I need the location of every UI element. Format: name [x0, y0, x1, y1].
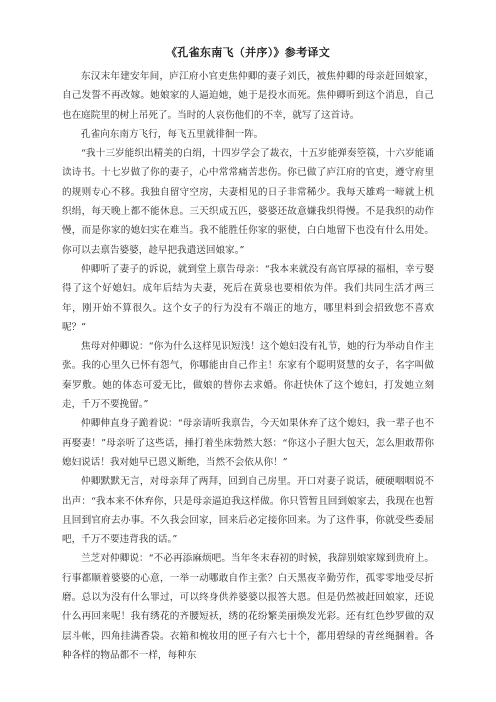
paragraph-zhongqing-to-mother: 仲卿听了妻子的诉说，就到堂上禀告母亲：“我本来就没有高官厚禄的福相，幸亏娶得了这个好媳妇。成年后结为夫妻，死后在黄泉也要相依为伴。我们共同生活才两三年，刚开始不算很久。这个女子的行为没有不端正的地方，哪里料到会招致您不喜欢呢？”: [62, 263, 434, 333]
paragraph-mother-reply: 焦母对仲卿说：“你为什么这样见识短浅！这个媳妇没有礼节，她的行为举动自作主张。我的心里久已怀有怨气，你哪能由自己作主！东家有个聪明贤慧的女子，名字叫做秦罗敷。她的体态可爱无比，做娘的替你去求婚。你赶快休了这个媳妇，打发她立刻走，千万不要挽留。”: [62, 341, 434, 411]
document-title: 《孔雀东南飞（并序）》参考译文: [166, 46, 330, 59]
paragraph-zhongqing-to-wife: 仲卿默默无言，对母亲拜了两拜，回到自己房里。开口对妻子说话，硬硬咽咽说不出声：“我本来不休弃你，只是母亲逼迫我这样做。你只管暂且回到娘家去，我现在也暂且回到官府去办事。不久我会回家，回来后必定接你回来。为了这件事，你就受些委屈吧，千万不要违背我的话。”: [62, 476, 434, 546]
paragraph-lanzhi-reply: 兰芝对仲卿说：“不必再添麻烦吧。当年冬末春初的时候，我辞别娘家嫁到贵府上。行事都顺着婆婆的心意，一举一动哪敢自作主张？白天黑夜辛勤劳作，孤零零地受尽折磨。总以为没有什么罪过，可以终身供养婆婆以报答大恩。但是仍然被赶回娘家，还说什么再回来呢！我有绣花的齐腰短袄，绣的花纷繁美丽焕发光彩。还有红色纱罗做的双层斗帐，四角挂满香袋。衣箱和梳妆用的匣子有六七十个，都用碧绿的青丝绳捆着。各种各样的物品都不一样，每种东: [62, 553, 434, 661]
paragraph-preface: 东汉末年建安年间，庐江府小官吏焦仲卿的妻子刘氏，被焦仲卿的母亲赶回娘家，自己发誓不再改嫁。她娘家的人逼迫她，她于是投水而死。焦仲卿听到这个消息，自己也在庭院里的树上吊死了。当时的人哀伤他们的不幸，就写了这首诗。: [62, 71, 434, 121]
paragraph-opening-line: 孔雀向东南方飞行，每飞五里就徘徊一阵。: [81, 128, 264, 140]
paragraph-zhongqing-kneels: 仲卿伸直身子跪着说：“母亲请听我禀告，今天如果休弃了这个媳妇，我一辈子也不再娶妻！”母亲听了这些话，捶打着坐床勃然大怒：“你这小子胆大包天，怎么胆敢帮你媳妇说话！我对她早已恩义断绝，当然不会依从你！”: [62, 418, 434, 468]
paragraph-lanzhi-complaint: “我十三岁能织出精美的白绢，十四岁学会了裁衣，十五岁能弹奏箜篌，十六岁能诵读诗书。十七岁做了你的妻子，心中常常痛苦悲伤。你已做了庐江府的官吏，遵守府里的规则专心不移。我独自留守空房，夫妻相见的日子非常稀少。我每天雄鸡一啼就上机织绢，每天晚上都不能休息。三天织成五匹，婆婆还故意嫌我织得慢。不是我织的动作慢，而是你家的媳妇实在难当。我不能胜任你家的驱使，白白地留下也没有什么用处。你可以去禀告婆婆，趁早把我遣送回娘家。”: [62, 148, 434, 256]
document-body: [62, 67, 434, 665]
